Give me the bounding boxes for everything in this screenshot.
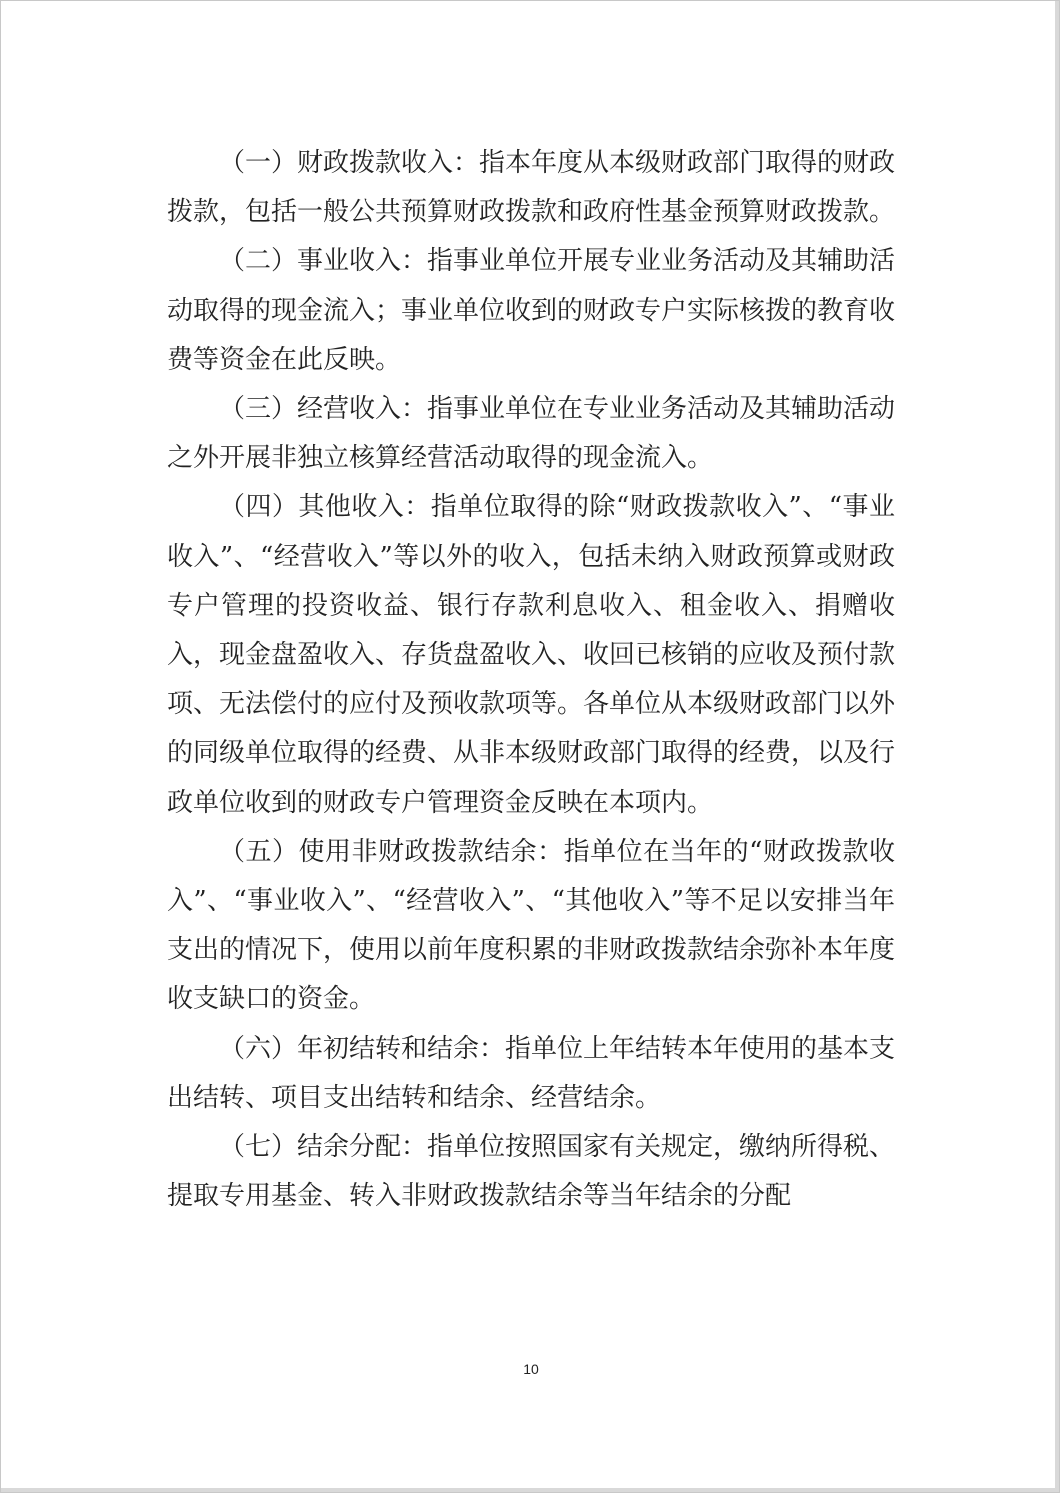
paragraph-other-income: （四）其他收入：指单位取得的除“财政拨款收入”、“事业收入”、“经营收入”等以外的收入，包括未纳入财政预算或财政专户管理的投资收益、银行存款利息收入、租金收入、捐赠收入，现金盘盈收入、存货盘盈收入、收回已核销的应收及预付款项、无法偿付的应付及预收款项等。各单位从本级财政部门以外的同级单位取得的经费、从非本级财政部门取得的经费，以及行政单位收到的财政专户管理资金反映在本项内。 [167,492,896,818]
paragraph-balance-distribution: （七）结余分配：指单位按照国家有关规定，缴纳所得税、提取专用基金、转入非财政拨款结余等当年结余的分配 [167,1132,896,1212]
paragraph-carryover-and-balance: （六）年初结转和结余：指单位上年结转本年使用的基本支出结转、项目支出结转和结余、经营结余。 [167,1033,896,1113]
paragraph-fiscal-appropriation-income: （一）财政拨款收入：指本年度从本级财政部门取得的财政拨款，包括一般公共预算财政拨款和政府性基金预算财政拨款。 [167,148,896,228]
page-number: 10 [523,1361,539,1377]
paragraph-operating-income: （三）经营收入：指事业单位在专业业务活动及其辅助活动之外开展非独立核算经营活动取得的现金流入。 [167,394,896,474]
paragraph-business-income: （二）事业收入：指事业单位开展专业业务活动及其辅助活动取得的现金流入；事业单位收到的财政专户实际核拨的教育收费等资金在此反映。 [167,246,896,375]
paragraph-use-of-non-fiscal-balance: （五）使用非财政拨款结余：指单位在当年的“财政拨款收入”、“事业收入”、“经营收入”、“其他收入”等不足以安排当年支出的情况下，使用以前年度积累的非财政拨款结余弥补本年度收支缺口的资金。 [167,836,896,1015]
page-body [167,139,895,1221]
